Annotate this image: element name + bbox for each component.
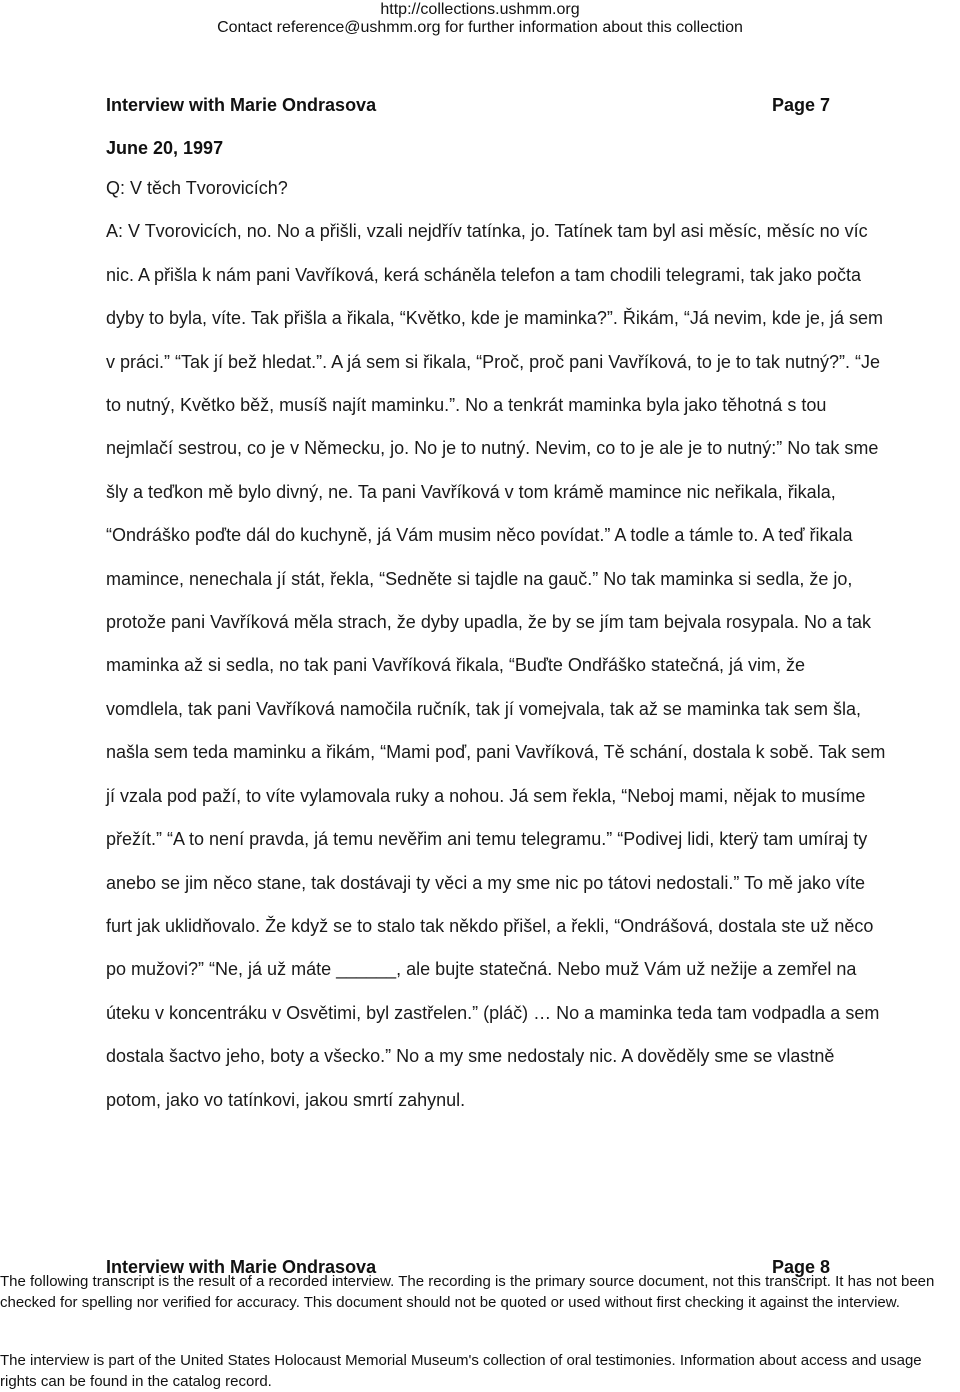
- transcript-body: [106, 167, 886, 1122]
- interview-title: Interview with Marie Ondrasova: [106, 95, 377, 115]
- answer-paragraph: A: V Tvorovicích, no. No a přišli, vzali nejdřív tatínka, jo. Tatínek tam byl asi měsíc, měsíc no víc nic. A přišla k nám pani Vavříková, kerá scháněla telefon a tam chodili telegrami, tak jako počta dyby to byla, víte. Tak přišla a řikala, “Květko, kde je maminka?”. Řikám, “Já nevim, kde je, já sem v práci.” “Tak jí bež hledat.”. A já sem si řikala, “Proč, proč pani Vavříková, to je to tak nutný?”. “Je to nutný, Květko běž, musíš najít maminku.”. No a tenkrát maminka byla jako těhotná s tou nejmlačí sestrou, co je v Německu, jo. No je to nutný. Nevim, co to je ale je to nutný:” No tak sme šly a teďkon mě bylo divný, ne. Ta pani Vavříková v tom krámě mamince nic neřikala, řikala, “Ondráško poďte dál do kuchyně, já Vám musim něco povídat.” A todle a támle to. A teď řikala mamince, nenechala jí stát, řekla, “Sedněte si tajdle na gauč.” No tak maminka si sedla, že jo, protože pani Vavříková měla strach, že dyby upadla, že by se jím tam bejvala rosypala. No a tak maminka až si sedla, no tak pani Vavříková řikala, “Buďte Ondřáško statečná, já vim, že vomdlela, tak pani Vavříková namočila ručník, tak jí vomejvala, tak až se maminka tak sem šla, našla sem teda maminku a řikám, “Mami poď, pani Vavříková, Tě schání, dostala k sobě. Tak sem jí vzala pod paží, to víte vylamovala ruky a nohou. Já sem řekla, “Neboj mami, nějak to musíme přežít.” “A to není pravda, já temu nevěřim ani temu telegramu.” “Podivej lidi, kterÿ tam umíraj ty anebo se jim něco stane, tak dostávaji ty věci a my sme nic po tátovi nedostali.” To mě jako víte furt jak uklidňovalo. Že když se to stalo tak někdo přišel, a řekli, “Ondrášová, dostala ste už něco po mužovi?” “Ne, já už máte ______, ale bujte statečná. Nebo muž Vám už nežije a zemřel na úteku v koncentráku v Osvětimi, byl zastřelen.” (pláč) … No a maminka teda tam vodpadla a sem dostala šactvo jeho, boty a všecko.” No a my sme nedostaly nic. A dověděly sme se vlastně potom, jako vo tatínkovi, jakou smrtí zahynul.: [106, 221, 886, 1110]
- interview-date: June 20, 1997: [106, 138, 224, 158]
- watermark-url: http://collections.ushmm.org: [380, 1, 580, 18]
- page-number: Page 7: [771, 95, 830, 115]
- next-page-number: Page 8: [771, 1257, 830, 1277]
- next-interview-title: Interview with Marie Ondrasova: [106, 1257, 377, 1277]
- collection-notice: The interview is part of the United States Holocaust Memorial Museum's collection of oral testimonies. Information about access and usage rights can be found in the catalog record.: [0, 1352, 922, 1390]
- transcript-disclaimer: The following transcript is the result of a recorded interview. The recording is the primary source document, not this transcript. It has not been checked for spelling nor verified for accuracy. This document should not be quoted or used without first checking it against the interview.: [0, 1273, 935, 1311]
- watermark-contact: Contact reference@ushmm.org for further information about this collection: [217, 19, 743, 36]
- page-header: [106, 94, 830, 116]
- question-paragraph: Q: V těch Tvorovicích?: [106, 178, 288, 198]
